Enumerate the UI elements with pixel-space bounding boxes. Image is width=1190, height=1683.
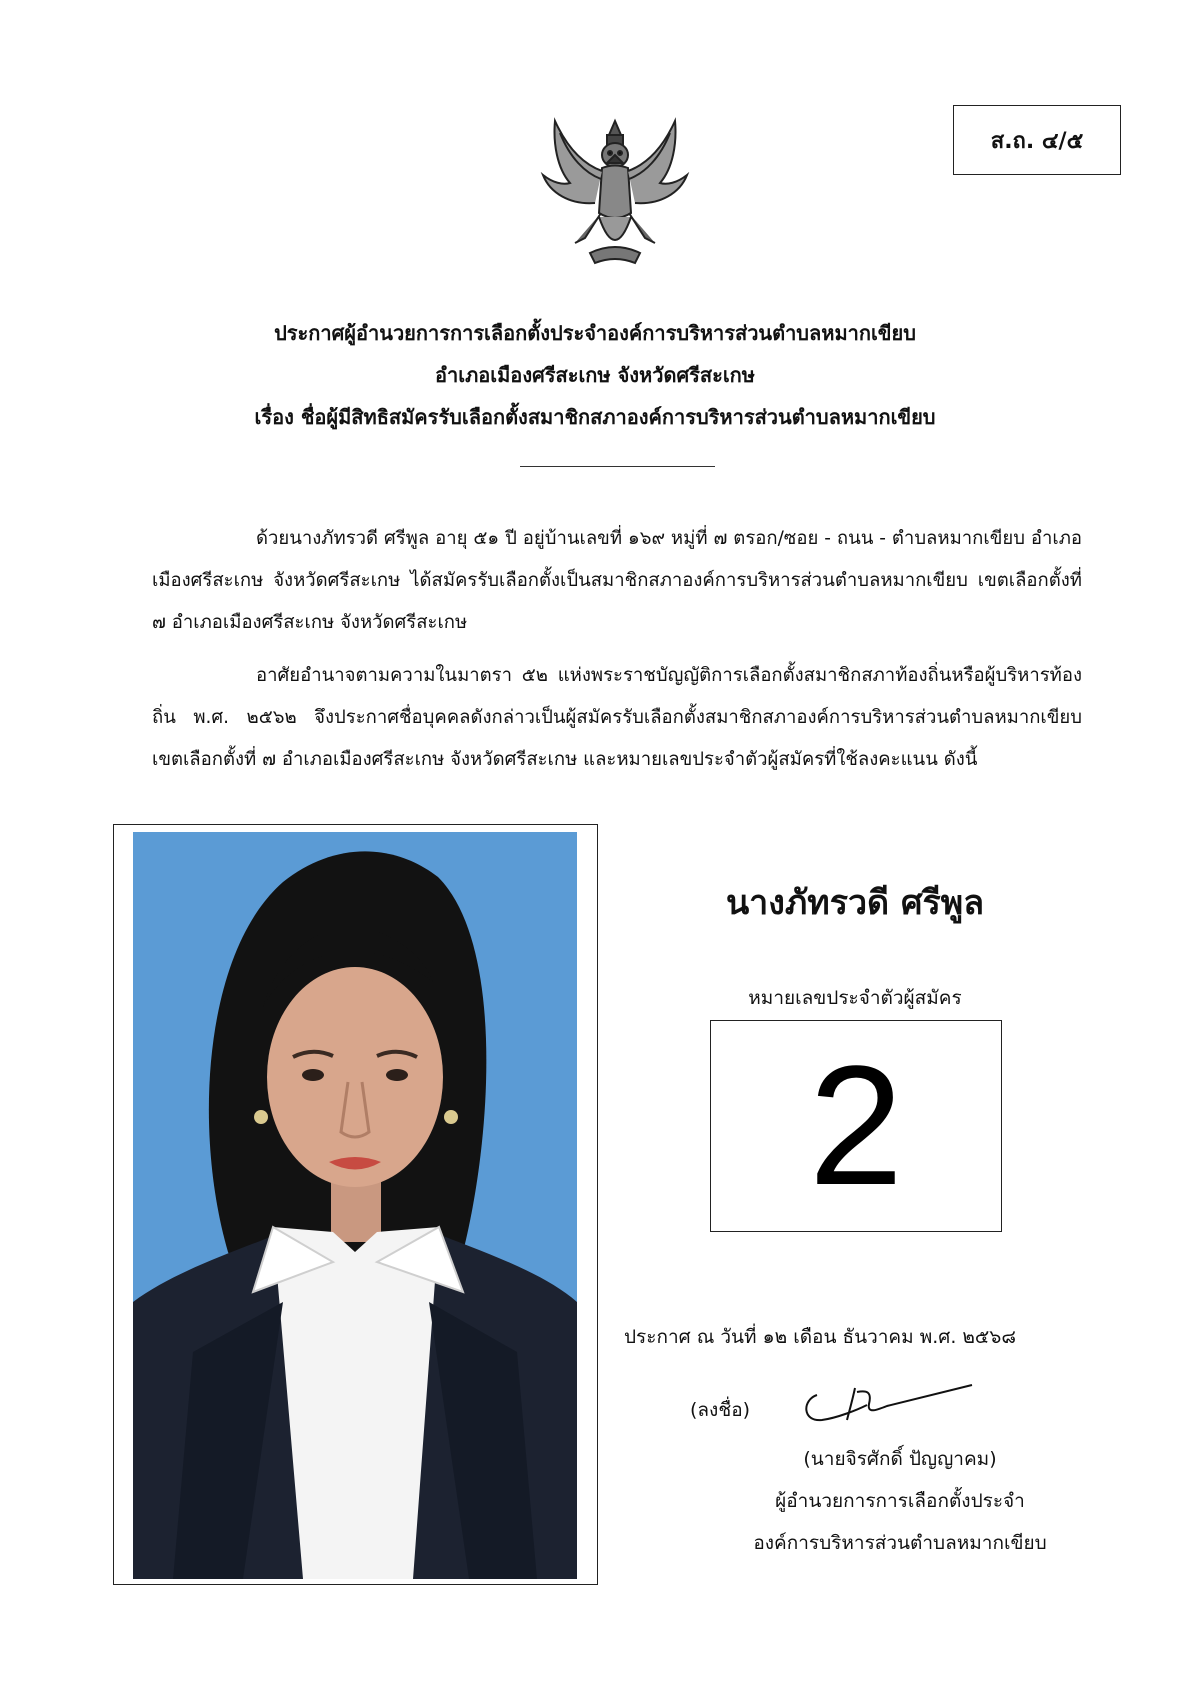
signer-title-line-2: องค์การบริหารส่วนตำบลหมากเขียบ	[753, 1532, 1047, 1554]
signature-label: (ลงชื่อ)	[690, 1399, 751, 1421]
body-paragraph-2: อาศัยอำนาจตามความในมาตรา ๕๒ แห่งพระราชบัญญัติการเลือกตั้งสมาชิกสภาท้องถิ่นหรือผู้บริหารท้องถิ่น พ.ศ. ๒๕๖๒ จึงประกาศชื่อบุคคลดังกล่าวเป็นผู้สมัครรับเลือกตั้งสมาชิกสภาองค์การบริหารส่วนตำบลหมากเขียบ เขตเลือกตั้งที่ ๗ อำเภอเมืองศรีสะเกษ จังหวัดศรีสะเกษ และหมายเลขประจำตัวผู้สมัครที่ใช้ลงคะแนน ดังนี้	[152, 665, 1082, 770]
candidate-number-label: หมายเลขประจำตัวผู้สมัคร	[748, 987, 962, 1009]
announcement-date: ประกาศ ณ วันที่ ๑๒ เดือน ธันวาคม พ.ศ. ๒๕๖๘	[623, 1326, 1017, 1348]
announcement-location: อำเภอเมืองศรีสะเกษ จังหวัดศรีสะเกษ	[435, 363, 755, 387]
header-divider	[520, 466, 715, 467]
form-code: ส.ถ. ๔/๕	[990, 128, 1084, 154]
candidate-number: 2	[808, 1031, 904, 1221]
announcement-subject: เรื่อง ชื่อผู้มีสิทธิสมัครรับเลือกตั้งสมาชิกสภาองค์การบริหารส่วนตำบลหมากเขียบ	[254, 405, 936, 429]
signer-name: (นายจิรศักดิ์ ปัญญาคม)	[803, 1448, 997, 1470]
signer-title-line-1: ผู้อำนวยการการเลือกตั้งประจำ	[775, 1490, 1025, 1512]
announcement-title: ประกาศผู้อำนวยการการเลือกตั้งประจำองค์การบริหารส่วนตำบลหมากเขียบ	[274, 321, 916, 345]
candidate-number-box	[710, 1020, 1002, 1232]
garuda-emblem	[535, 113, 695, 268]
candidate-photo	[133, 832, 577, 1579]
form-code-box	[953, 105, 1121, 175]
candidate-name: นางภัทรวดี ศรีพูล	[725, 883, 985, 923]
handwritten-signature	[797, 1370, 977, 1430]
body-paragraph-1: ด้วยนางภัทรวดี ศรีพูล อายุ ๕๑ ปี อยู่บ้านเลขที่ ๑๖๙ หมู่ที่ ๗ ตรอก/ซอย - ถนน - ตำบลหมากเขียบ อำเภอเมืองศรีสะเกษ จังหวัดศรีสะเกษ ได้สมัครรับเลือกตั้งเป็นสมาชิกสภาองค์การบริหารส่วนตำบลหมากเขียบ เขตเลือกตั้งที่ ๗ อำเภอเมืองศรีสะเกษ จังหวัดศรีสะเกษ	[152, 528, 1082, 633]
